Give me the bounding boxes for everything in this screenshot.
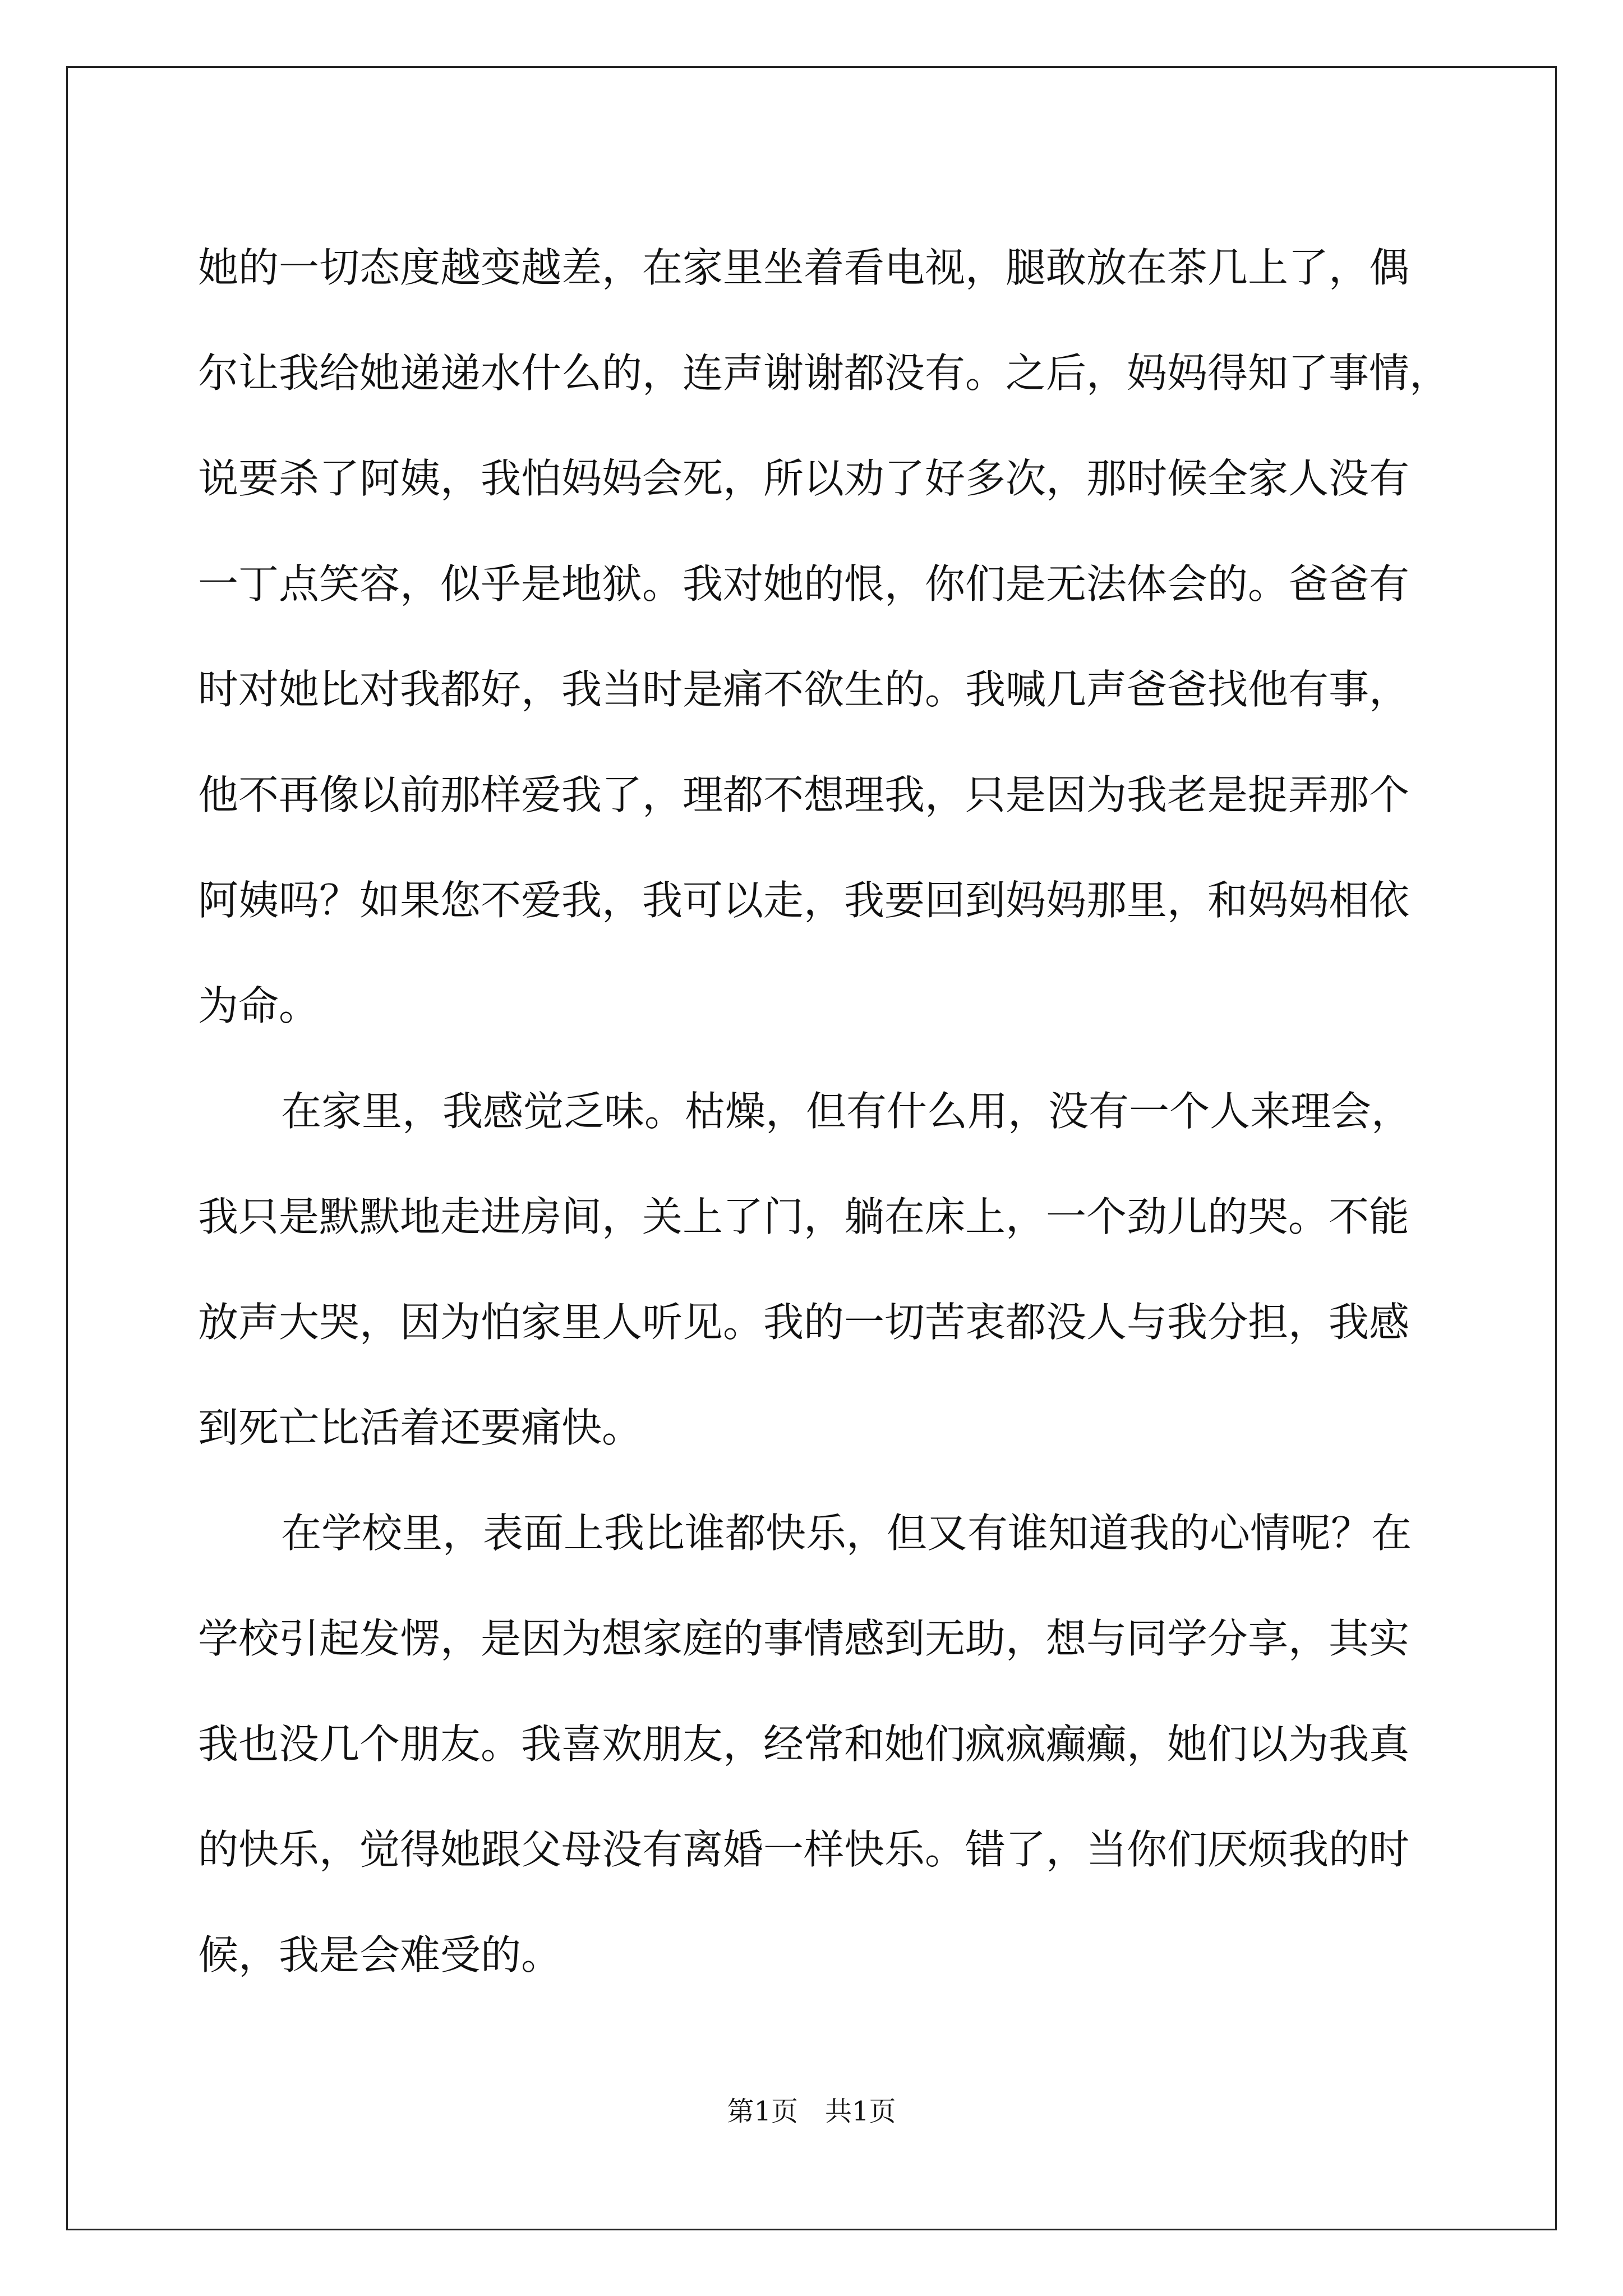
paragraph-start-line: 在学校里，表面上我比谁都快乐，但又有谁知道我的心情呢？在 xyxy=(281,1510,1412,1557)
text-line: 尔让我给她递递水什么的，连声谢谢都没有。之后，妈妈得知了事情， xyxy=(198,349,1450,397)
text-line: 到死亡比活着还要痛快。 xyxy=(198,1404,643,1451)
text-line: 放声大哭，因为怕家里人听见。我的一切苦衷都没人与我分担，我感 xyxy=(198,1299,1410,1346)
text-line: 阿姨吗？如果您不爱我，我可以走，我要回到妈妈那里，和妈妈相依 xyxy=(198,877,1410,924)
text-line: 的快乐，觉得她跟父母没有离婚一样快乐。错了，当你们厌烦我的时 xyxy=(198,1826,1410,1873)
text-line: 我只是默默地走进房间，关上了门，躺在床上，一个劲儿的哭。不能 xyxy=(198,1193,1410,1240)
text-line: 她的一切态度越变越差，在家里坐着看电视，腿敢放在茶几上了，偶 xyxy=(198,244,1410,291)
text-line: 他不再像以前那样爱我了，理都不想理我，只是因为我老是捉弄那个 xyxy=(198,771,1410,818)
document-body xyxy=(198,215,1450,2008)
paragraph-start-line: 在家里，我感觉乏味。枯燥，但有什么用，没有一个人来理会， xyxy=(281,1088,1412,1135)
text-line: 说要杀了阿姨，我怕妈妈会死，所以劝了好多次，那时候全家人没有 xyxy=(198,455,1410,502)
text-line: 学校引起发愣，是因为想家庭的事情感到无助，想与同学分享，其实 xyxy=(198,1615,1410,1662)
text-line: 候，我是会难受的。 xyxy=(198,1931,562,1978)
page-number-footer: 第1页 共1页 xyxy=(727,2096,896,2127)
text-line: 时对她比对我都好，我当时是痛不欲生的。我喊几声爸爸找他有事， xyxy=(198,666,1410,713)
text-line: 我也没几个朋友。我喜欢朋友，经常和她们疯疯癫癫，她们以为我真 xyxy=(198,1720,1410,1768)
text-line: 为命。 xyxy=(198,982,320,1029)
text-line: 一丁点笑容，似乎是地狱。我对她的恨，你们是无法体会的。爸爸有 xyxy=(198,560,1410,608)
